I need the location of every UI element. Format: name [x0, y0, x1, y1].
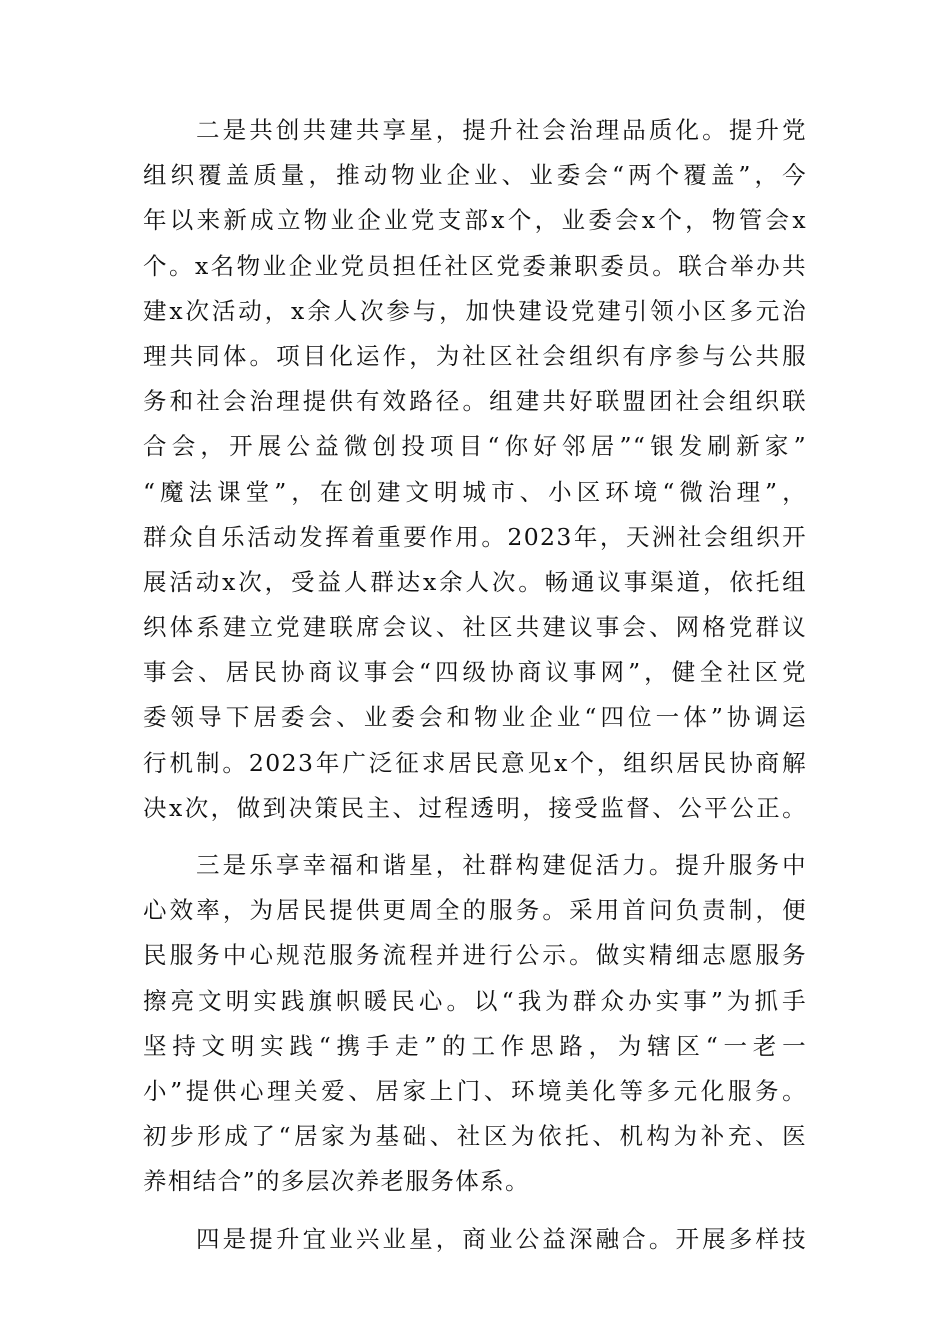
text-line: 委领导下居委会、业委会和物业企业“四位一体”协调运 [143, 703, 807, 732]
text-line: 年以来新成立物业企业党支部x个，业委会x个，物管会x [143, 206, 807, 235]
text-line: 四是提升宜业兴业星，商业公益深融合。开展多样技 [196, 1224, 807, 1253]
text-line: 决x次，做到决策民主、过程透明，接受监督、公平公正。 [143, 793, 807, 822]
text-line: 坚持文明实践“携手走”的工作思路，为辖区“一老一 [143, 1031, 807, 1060]
text-line: 个。x名物业企业党员担任社区党委兼职委员。联合举办共 [143, 251, 807, 280]
text-line: 心效率，为居民提供更周全的服务。采用首问负责制，便 [143, 896, 807, 925]
text-line: 事会、居民协商议事会“四级协商议事网”，健全社区党 [143, 658, 807, 687]
text-line: 行机制。2023年广泛征求居民意见x个，组织居民协商解 [143, 748, 807, 777]
text-line: 展活动x次，受益人群达x余人次。畅通议事渠道，依托组 [143, 567, 807, 596]
text-line: 三是乐享幸福和谐星，社群构建促活力。提升服务中 [196, 851, 807, 879]
paragraph-4-business [143, 1217, 807, 1262]
text-line: 织体系建立党建联席会议、社区共建议事会、网格党群议 [143, 613, 807, 642]
text-line: 初步形成了“居家为基础、社区为依托、机构为补充、医 [143, 1122, 807, 1151]
text-line: 合会，开展公益微创投项目“你好邻居”“银发刷新家” [143, 432, 807, 461]
text-line: 擦亮文明实践旗帜暖民心。以“我为群众办实事”为抓手 [143, 986, 807, 1015]
text-line: 养相结合”的多层次养老服务体系。 [143, 1167, 530, 1196]
paragraph-spacer [143, 1205, 807, 1217]
text-line: 二是共创共建共享星，提升社会治理品质化。提升党 [196, 116, 807, 144]
text-line: 理共同体。项目化运作，为社区社会组织有序参与公共服 [143, 341, 807, 370]
text-line: 民服务中心规范服务流程并进行公示。做实精细志愿服务 [143, 941, 807, 970]
document-body [143, 108, 807, 1262]
text-line: 务和社会治理提供有效路径。组建共好联盟团社会组织联 [143, 387, 807, 416]
text-line: 建x次活动，x余人次参与，加快建设党建引领小区多元治 [143, 296, 807, 325]
paragraph-2-governance [143, 108, 807, 831]
paragraph-3-harmony [143, 843, 807, 1205]
paragraph-spacer [143, 831, 807, 843]
text-line: 组织覆盖质量，推动物业企业、业委会“两个覆盖”，今 [143, 161, 807, 190]
text-line: 小”提供心理关爱、居家上门、环境美化等多元化服务。 [143, 1076, 807, 1105]
text-line: 群众自乐活动发挥着重要作用。2023年，天洲社会组织开 [143, 522, 807, 551]
text-line: “魔法课堂”，在创建文明城市、小区环境“微治理”， [143, 477, 807, 506]
